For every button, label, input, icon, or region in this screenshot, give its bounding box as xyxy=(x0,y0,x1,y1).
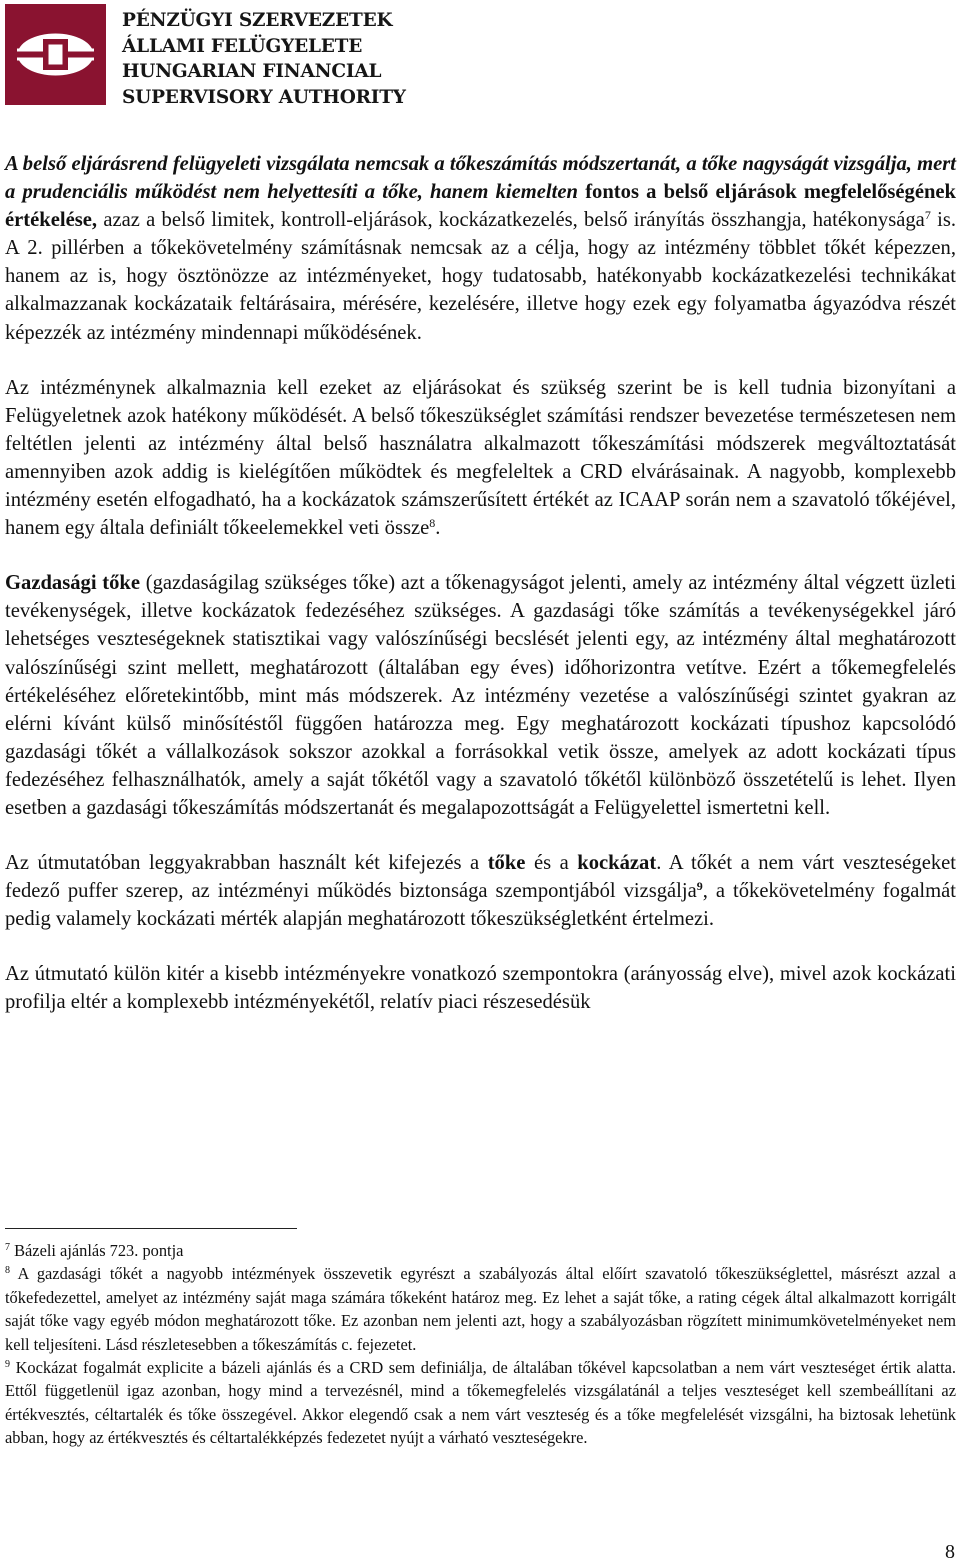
paragraph-3 xyxy=(5,569,956,822)
paragraph-2 xyxy=(5,374,956,543)
p1-bold-italic: A belső eljárásrend felügyeleti vizsgálata nemcsak a tőkeszámítás módszertanát, a tőke nagyságát vizsgálja, mert a prudenciális működést nem helyettesíti a tőke, hanem kiemelten xyxy=(5,153,956,204)
p3-text-1: (gazdaságilag szükséges tőke) azt a tőkenagyságot jelenti, amely az intézmény által végzett üzleti tevékenységek, illetve kockázatok fedezéséhez szükséges. A gazdasági tőke számítás a tevékenységekkel járó lehetséges veszteségeknek statisztikai vagy valószínűségi becslését jelenti egy, az intézmény által meghatározott valószínűségi szint mellett, meghatározott (általában egy éves) időhorizontra vetítve. Ezért a tőkemegfelelés értékeléséhez előretekintőbb, mint más módszerek. Az intézmény vezetése a valószínűségi szintet gyakran az elérni kívánt külső minősítéstől függően határozza meg. Egy meghatározott kockázati típushoz kapcsolódó gazdasági tőkét a vállalkozások sokszor azokkal a forrásokkal vetik össze, amelyek az adott kockázati típus fedezéséhez felhasználhatók, amely a saját tőkétől vagy a szavatoló tőkétől különböző összetételű is lehet. Ilyen esetben a gazdasági tőkeszámítás módszertanát és megalapozottságát a Felügyelettel ismertetni kell. xyxy=(5,572,956,819)
page-number: 8 xyxy=(945,1541,955,1563)
logo-mark-icon xyxy=(5,4,106,105)
paragraph-5 xyxy=(5,960,956,1016)
footnote-9 xyxy=(5,1356,956,1450)
p5-text-1: Az útmutató külön kitér a kisebb intézményekre vonatkozó szempontokra (arányosság elve), mivel azok kockázati profilja eltér a komplexebb intézményekétől, relatív piaci részesedésük xyxy=(5,963,956,1014)
footnote-ref-9[interactable]: 9 xyxy=(696,879,703,894)
footnote-8-number: 8 xyxy=(5,1265,10,1277)
org-line-4: SUPERVISORY AUTHORITY xyxy=(122,86,406,108)
org-line-3: HUNGARIAN FINANCIAL xyxy=(122,61,382,82)
p1-bold: fontos a belső eljárások megfelelőségének értékelése, xyxy=(5,181,957,232)
p3-bold-term: Gazdasági tőke xyxy=(5,572,141,595)
footnote-ref-7[interactable]: 7 xyxy=(924,208,931,223)
org-line-2: ÁLLAMI FELÜGYELETE xyxy=(122,35,363,57)
p4-bold-term-2: kockázat xyxy=(577,852,657,875)
footnote-divider xyxy=(5,1228,297,1229)
organization-name xyxy=(122,8,406,110)
p2-text-1: Az intézménynek alkalmaznia kell ezeket az eljárásokat és szükség szerint be is kell tudnia bizonyítani a Felügyeletnek azok hatékony működését. A belső tőkeszükséglet számítási rendszer bevezetése természetesen nem feltétlen jelenti az intézmény által belső használatra alkalmazott tőkeszámítási módszerek megváltoztatását amennyiben azok addig is kielégítően működtek és megfeleltek a CRD elvárásainak. A nagyobb, komplexebb intézmény esetén elfogadható, ha a kockázatok számszerűsített értékét az ICAAP során nem a szavatoló tőkéjével, hanem egy általa definiált tőkeelemekkel veti össze xyxy=(5,376,956,540)
p4-text-2: és a xyxy=(525,852,578,875)
footnote-8 xyxy=(5,1262,956,1356)
org-line-1: PÉNZÜGYI SZERVEZETEK xyxy=(122,10,393,31)
footnote-7 xyxy=(5,1239,956,1262)
footnote-9-text: Kockázat fogalmát explicite a bázeli ajánlás és a CRD sem definiálja, de általában tőkével kapcsolatban a nem várt veszteséget értik alatta. Ettől függetlenül igaz azonban, hogy mind a tervezésnél, mind a tőkemegfelelés vizsgálatánál a teljes veszteséget kell szembeállítani az értékvesztés, céltartalék és tőke összegével. Akkor elegendő csak a nem várt veszteség és a tőke megfelelését vizsgálni, ha biztosak lehetünk abban, hogy az értékvesztés és céltartalékképzés fedezetet nyújt a várható veszteségekre. xyxy=(5,1358,956,1448)
footnote-ref-8[interactable]: 8 xyxy=(429,516,436,531)
footnotes xyxy=(5,1239,956,1450)
paragraph-1 xyxy=(5,150,956,347)
p2-text-2: . xyxy=(435,517,441,540)
p4-text-3: . A tőkét a nem várt veszteségeket fedező puffer szerep, az intézményi működés biztonsága szempontjából vizsgálja xyxy=(5,852,956,903)
footnote-7-number: 7 xyxy=(5,1242,10,1253)
p1-text-1: azaz a belső limitek, kontroll-eljárások, kockázatkezelés, belső irányítás összhangja, hatékonysága xyxy=(97,209,925,232)
psza-logo-icon xyxy=(5,4,106,105)
p4-bold-term-1: tőke xyxy=(487,852,526,875)
paragraph-4 xyxy=(5,849,956,933)
page-header xyxy=(5,4,525,106)
p4-text-4: , a tőkekövetelmény fogalmát pedig valamely kockázati mérték alapján meghatározott tőkeszükségletként értelmezi. xyxy=(5,880,956,931)
p1-text-2: is. A 2. pillérben a tőkekövetelmény számításnak nemcsak az a célja, hogy az intézmény többlet tőkét képezzen, hanem az is, hogy ösztönözze az intézményeket, hogy tudatosabb, hatékonyabb kockázatkezelési technikákat alkalmazzanak kockázataik feltárásaira, mérésére, kezelésére, illetve hogy ezek egy folyamatba ágyazódva részét képezzék az intézmény mindennapi működésének. xyxy=(5,209,956,344)
document-body xyxy=(5,150,956,1044)
footnote-8-text: A gazdasági tőkét a nagyobb intézmények összevetik egyrészt a szabályozás által előírt szavatoló tőkeszükséglettel, másrészt azzal a tőkefedezettel, amelyet az intézmény saját maga számára tőkeként határoz meg. Ez lehet a saját tőke, a rating cégek által alkalmazott korrigált saját tőke vagy egyéb módon meghatározott tőke. Ez azonban nem jelenti azt, hogy a szabályozásban rögzített minimumkövetelményeket nem kell teljesíteni. Lásd részletesebben a tőkeszámítás c. fejezetet. xyxy=(5,1264,956,1354)
footnote-7-text: Bázeli ajánlás 723. pontja xyxy=(10,1241,184,1260)
footnote-9-number: 9 xyxy=(5,1359,10,1371)
p4-text-1: Az útmutatóban leggyakrabban használt két kifejezés a xyxy=(5,852,488,875)
